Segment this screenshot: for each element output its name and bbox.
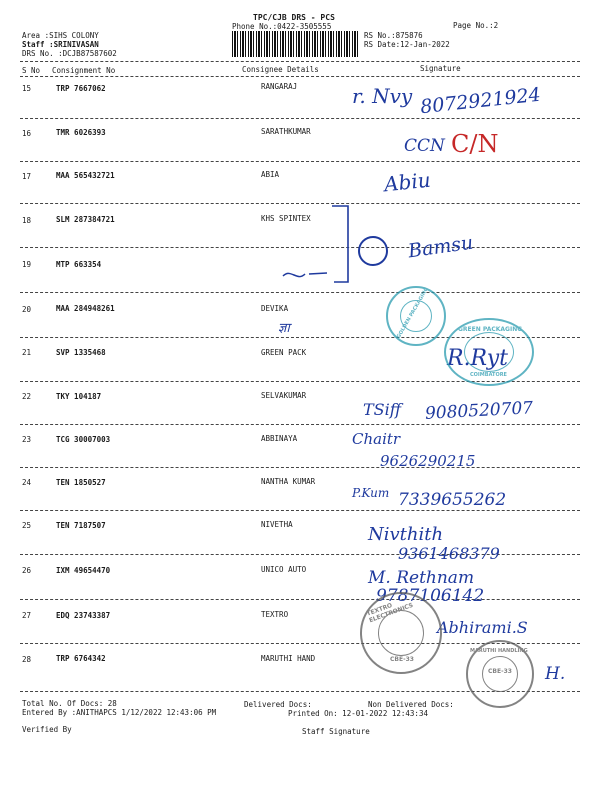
stamp-text: GOLDEN PACKAGING [395, 286, 430, 340]
handwritten-signature: Bamsu [406, 231, 475, 263]
total-docs: Total No. Of Docs: 28 [22, 699, 117, 708]
row-sno: 23 [22, 435, 32, 444]
document-title: TPC/CJB DRS - PCS [253, 13, 335, 22]
row-consignment: TEN 1850527 [56, 478, 106, 487]
divider [20, 61, 580, 62]
handwritten-phone: 9787106142 [376, 586, 485, 606]
column-header-signature: Signature [420, 64, 461, 73]
row-consignment: MAA 284948261 [56, 304, 115, 313]
row-sno: 25 [22, 521, 32, 530]
handwritten-signature: TSiff [363, 400, 402, 419]
row-divider [20, 161, 580, 162]
row-sno: 16 [22, 129, 32, 138]
company-stamp [444, 318, 534, 386]
handwritten-signature: Nivthith [368, 524, 444, 545]
company-stamp [386, 286, 446, 346]
row-consignment: IXM 49654470 [56, 566, 111, 575]
row-sno: 20 [22, 305, 32, 314]
row-sno: 15 [22, 84, 32, 93]
row-sno: 26 [22, 566, 32, 575]
row-divider [20, 118, 580, 119]
row-sno: 18 [22, 216, 32, 225]
handwritten-phone: 7339655262 [398, 490, 507, 510]
column-header-sno: S No [22, 66, 41, 75]
handwritten-signature: Abhirami.S [437, 618, 528, 637]
row-consignment: TMR 6026393 [56, 128, 106, 137]
row-consignee: MARUTHI HAND [261, 654, 316, 663]
row-consignment: TRP 7667062 [56, 84, 106, 93]
stamp-city: CBE-33 [488, 668, 512, 675]
handwritten-signature: Chaitr [352, 430, 401, 448]
column-header-consignment: Consignment No [52, 66, 116, 75]
barcode [232, 31, 360, 57]
row-divider [20, 599, 580, 600]
row-consignment: SLM 287384721 [56, 215, 115, 224]
handwritten-signature: r. Nvy [352, 84, 413, 108]
staff-signature-label: Staff Signature [302, 727, 370, 736]
row-consignee: RANGARAJ [261, 82, 298, 91]
row-consignment: SVP 1335468 [56, 348, 106, 357]
row-consignment: TKY 104187 [56, 392, 102, 401]
row-consignee: SARATHKUMAR [261, 127, 311, 136]
row-consignee: GREEN PACK [261, 348, 307, 357]
handwritten-phone: 8072921924 [419, 83, 542, 119]
column-header-consignee: Consignee Details [242, 65, 319, 74]
entered-by: Entered By :ANITHAPCS 1/12/2022 12:43:06 PM [22, 708, 217, 717]
stamp-text: TEXTRO ELECTRONICS [365, 601, 415, 625]
printed-on: Printed On: 12-01-2022 12:43:34 [288, 709, 428, 718]
handwritten-signature: R.Ryt [447, 346, 509, 371]
row-sno: 28 [22, 655, 32, 664]
handwritten-signature: Abiu [382, 167, 432, 197]
row-divider [20, 292, 580, 293]
handwritten-signature [358, 236, 388, 266]
handwritten-signature: H. [545, 664, 566, 684]
handwritten-phone: 9361468379 [398, 544, 500, 563]
handwritten-phone: 9080520707 [424, 398, 534, 424]
rs-date: RS Date:12-Jan-2022 [364, 40, 450, 49]
company-stamp [360, 592, 442, 674]
company-stamp [466, 640, 534, 708]
staff-label: Staff :SRINIVASAN [22, 40, 99, 49]
row-sno: 24 [22, 478, 32, 487]
verified-by-label: Verified By [22, 725, 72, 734]
row-divider [20, 247, 580, 248]
row-consignee: ABIA [261, 170, 280, 179]
row-divider [20, 203, 580, 204]
handwritten-signature: P.Kum [352, 486, 390, 500]
row-divider [20, 467, 580, 468]
rs-number: RS No.:875876 [364, 31, 423, 40]
row-consignee: DEVIKA [261, 304, 289, 313]
stamp-text: MARUTHI HANDLING [470, 648, 528, 654]
page-number: Page No.:2 [453, 21, 499, 30]
row-sno: 22 [22, 392, 32, 401]
row-sno: 17 [22, 172, 32, 181]
area-label: Area :SIHS COLONY [22, 31, 99, 40]
handwritten-mark [281, 264, 331, 284]
row-sno: 19 [22, 260, 32, 269]
handwritten-signature: CCN [404, 136, 445, 156]
row-sno: 21 [22, 348, 32, 357]
bracket-mark [330, 200, 360, 290]
row-consignee: ABBINAYA [261, 434, 298, 443]
row-consignee: UNICO AUTO [261, 565, 307, 574]
row-consignee: SELVAKUMAR [261, 391, 307, 400]
row-consignment: MTP 663354 [56, 260, 102, 269]
divider [20, 76, 580, 77]
non-delivered-docs: Non Delivered Docs: [368, 700, 454, 709]
row-consignment: MAA 565432721 [56, 171, 115, 180]
row-divider [20, 510, 580, 511]
handwritten-signature: C/N [451, 130, 499, 158]
row-consignment: TCG 30007003 [56, 435, 111, 444]
handwritten-signature: M. Rethnam [368, 568, 475, 588]
row-consignee: KHS SPINTEX [261, 214, 311, 223]
row-consignment: TEN 7187507 [56, 521, 106, 530]
row-consignment: TRP 6764342 [56, 654, 106, 663]
row-consignee: NANTHA KUMAR [261, 477, 316, 486]
row-consignee: TEXTRO [261, 610, 289, 619]
handwritten-phone: 9626290215 [380, 452, 476, 470]
row-consignment: EDQ 23743387 [56, 611, 111, 620]
drs-number: DRS No. :DCJB87587602 [22, 49, 117, 58]
row-consignee: NIVETHA [261, 520, 293, 529]
row-sno: 27 [22, 611, 32, 620]
row-divider [20, 424, 580, 425]
delivered-docs: Delivered Docs: [244, 700, 312, 709]
stamp-text: GREEN PACKAGING [458, 326, 523, 333]
handwritten-signature: ज्ञा [278, 321, 290, 336]
stamp-city: COIMBATORE [470, 372, 507, 378]
stamp-city: CBE-33 [390, 656, 414, 663]
phone-number: Phone No.:0422-3505555 [232, 22, 332, 31]
